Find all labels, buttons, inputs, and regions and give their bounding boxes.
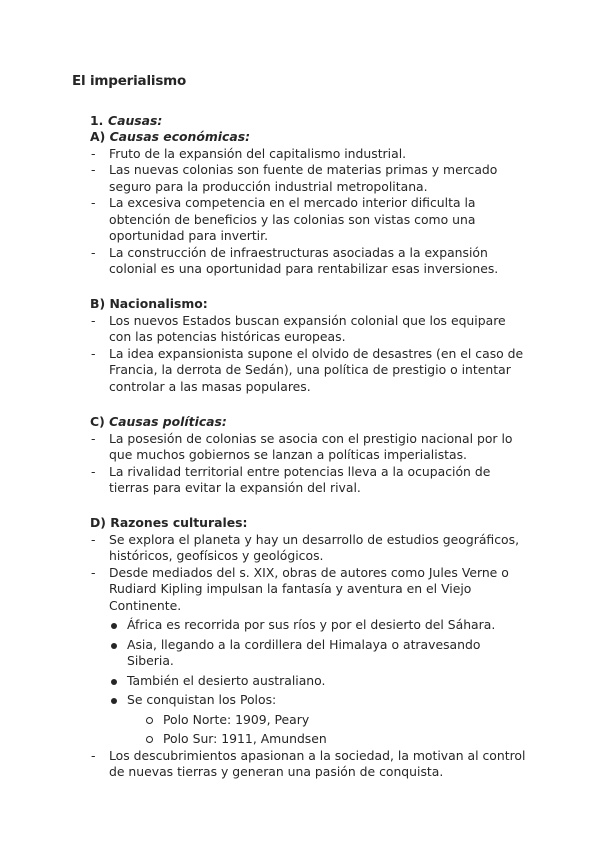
bullet-item	[90, 692, 530, 709]
dash-list	[90, 313, 530, 396]
dash-list	[90, 748, 530, 781]
bullet-dot-icon	[111, 643, 117, 649]
section-label: A)	[90, 129, 106, 144]
section-label: D)	[90, 515, 106, 530]
sub-bullet-list	[90, 712, 530, 748]
bullet-text: Asia, llegando a la cordillera del Himalaya o atravesando Siberia.	[127, 636, 481, 668]
sub-bullet-item	[90, 712, 530, 729]
document-title: El imperialismo	[72, 73, 187, 89]
section-political	[90, 414, 530, 497]
heading-number: 1.	[90, 113, 104, 128]
dash-list	[90, 431, 530, 497]
list-item: - Las nuevas colonias son fuente de materias primas y mercado seguro para la producción industrial metropolitana.	[90, 162, 530, 195]
section-title: Nacionalismo:	[109, 296, 208, 311]
dash-list	[90, 146, 530, 278]
section-label: C)	[90, 414, 105, 429]
list-item: - Desde mediados del s. XIX, obras de autores como Jules Verne o Rudiard Kipling impulsan la fantasía y aventura en el Viejo Continente.	[90, 565, 530, 615]
sub-bullet-text: Polo Norte: 1909, Peary	[163, 711, 310, 727]
section-heading	[90, 129, 530, 146]
list-item: - Los descubrimientos apasionan a la sociedad, la motivan al control de nuevas tierras y generan una pasión de conquista.	[90, 748, 530, 781]
heading-causas	[90, 113, 162, 130]
bullet-dot-icon	[111, 698, 117, 704]
section-economic	[90, 129, 530, 278]
bullet-text: También el desierto australiano.	[127, 672, 326, 688]
list-item: - Los nuevos Estados buscan expansión colonial que los equipare con las potencias históricas europeas.	[90, 313, 530, 346]
bullet-text: Se conquistan los Polos:	[127, 692, 277, 707]
circle-bullet-icon	[146, 717, 153, 724]
list-item: - Fruto de la expansión del capitalismo industrial.	[90, 146, 530, 163]
list-item: - La excesiva competencia en el mercado interior dificulta la obtención de beneficios y las colonias son vistas como una oportunidad para invertir.	[90, 195, 530, 245]
bullet-dot-icon	[111, 679, 117, 685]
section-cultural	[90, 515, 530, 781]
section-title: Causas políticas:	[109, 414, 227, 429]
dash-list	[90, 532, 530, 615]
heading-text: Causas:	[108, 113, 163, 128]
section-title: Causas económicas:	[109, 129, 251, 144]
list-item: - La idea expansionista supone el olvido de desastres (en el caso de Francia, la derrota de Sedán), una política de prestigio o intentar controlar a las masas populares.	[90, 346, 530, 396]
bullet-item	[90, 617, 530, 634]
section-heading	[90, 414, 530, 431]
list-item: - La posesión de colonias se asocia con el prestigio nacional por lo que muchos gobiernos se lanzan a políticas imperialistas.	[90, 431, 530, 464]
bullet-dot-icon	[111, 623, 117, 629]
section-heading	[90, 515, 530, 532]
bullet-list	[90, 617, 530, 709]
section-heading	[90, 296, 530, 313]
circle-bullet-icon	[146, 736, 153, 743]
section-nationalism	[90, 296, 530, 395]
bullet-item	[90, 673, 530, 690]
section-title: Razones culturales:	[110, 515, 248, 530]
sub-bullet-item	[90, 731, 530, 748]
list-item: - Se explora el planeta y hay un desarrollo de estudios geográficos, históricos, geofísicos y geológicos.	[90, 532, 530, 565]
bullet-item	[90, 637, 530, 670]
list-item: - La rivalidad territorial entre potencias lleva a la ocupación de tierras para evitar la expansión del rival.	[90, 464, 530, 497]
bullet-text: África es recorrida por sus ríos y por el desierto del Sáhara.	[127, 617, 496, 632]
section-label: B)	[90, 296, 106, 311]
sub-bullet-text: Polo Sur: 1911, Amundsen	[163, 731, 327, 746]
list-item: - La construcción de infraestructuras asociadas a la expansión colonial es una oportunidad para rentabilizar esas inversiones.	[90, 245, 530, 278]
